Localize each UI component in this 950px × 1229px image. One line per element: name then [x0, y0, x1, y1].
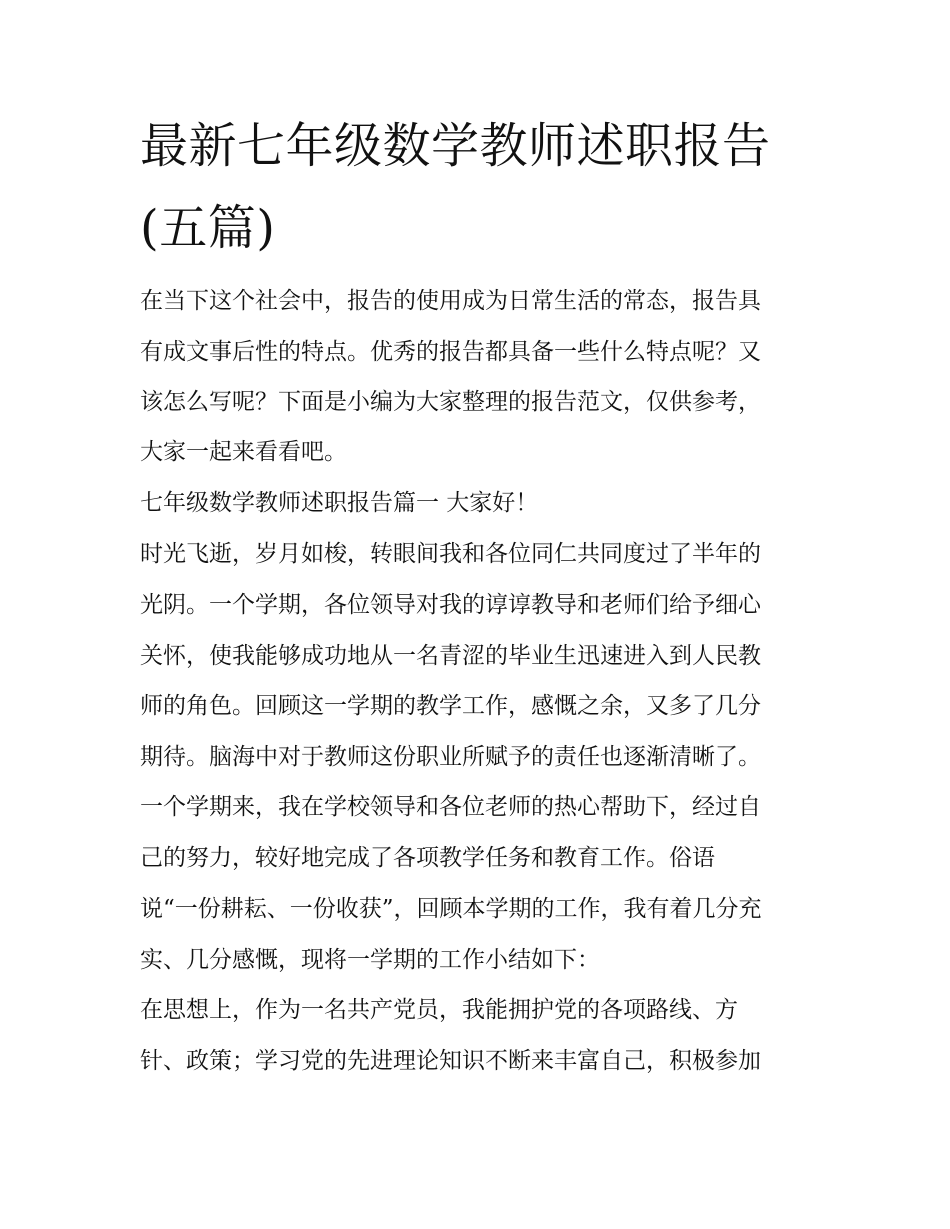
body-line: 光阴。一个学期，各位领导对我的谆谆教导和老师们给予细心 — [140, 592, 761, 618]
body-line: 在思想上，作为一名共产党员，我能拥护党的各项路线、方 — [140, 997, 738, 1023]
document-title-line-2: (五篇) — [140, 200, 276, 256]
body-line: 在当下这个社会中，报告的使用成为日常生活的常态，报告具 — [140, 288, 761, 314]
body-line: 实、几分感慨，现将一学期的工作小结如下： — [140, 947, 600, 973]
body-line: 关怀，使我能够成功地从一名青涩的毕业生迅速进入到人民教 — [140, 643, 761, 669]
body-line: 大家一起来看看吧。 — [140, 439, 347, 465]
body-line: 有成文事后性的特点。优秀的报告都具备一些什么特点呢？又 — [140, 339, 761, 365]
body-line: 该怎么写呢？下面是小编为大家整理的报告范文，仅供参考， — [140, 389, 761, 415]
body-line: 师的角色。回顾这一学期的教学工作，感慨之余，又多了几分 — [140, 693, 761, 719]
body-line: 一个学期来，我在学校领导和各位老师的热心帮助下，经过自 — [140, 794, 761, 820]
body-line: 期待。脑海中对于教师这份职业所赋予的责任也逐渐清晰了。 — [140, 744, 761, 770]
body-line: 说“一份耕耘、一份收获”，回顾本学期的工作，我有着几分充 — [140, 896, 762, 922]
body-line: 己的努力，较好地完成了各项教学任务和教育工作。俗语 — [140, 845, 715, 871]
body-line: 时光飞逝，岁月如梭，转眼间我和各位同仁共同度过了半年的 — [140, 541, 761, 567]
body-line: 针、政策；学习党的先进理论知识不断来丰富自己，积极参加 — [140, 1048, 761, 1074]
section-heading-line: 七年级数学教师述职报告篇一 大家好！ — [140, 490, 539, 516]
document-title-line-1: 最新七年级数学教师述职报告 — [140, 118, 771, 174]
